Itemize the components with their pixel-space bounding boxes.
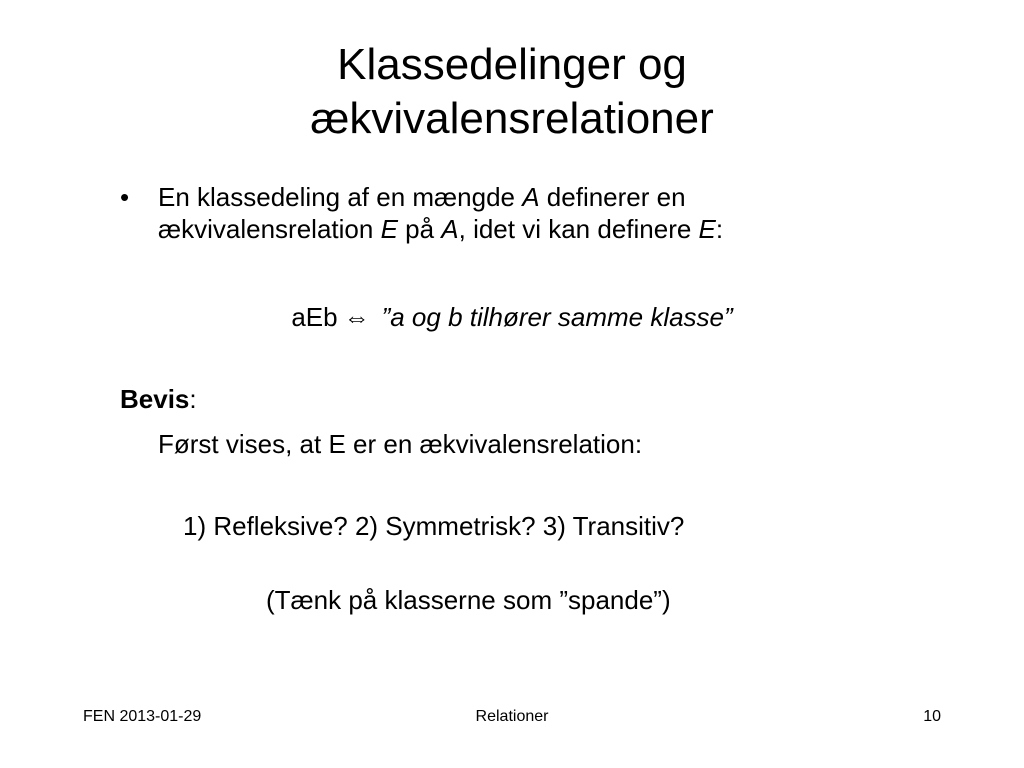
bullet-marker: • — [120, 182, 130, 212]
equivalence-arrow-icon: ⇔ — [343, 302, 370, 332]
slide-title-line-2: ækvivalensrelationer — [310, 94, 714, 143]
slide-title-line-1: Klassedelinger og — [337, 40, 687, 89]
proof-questions: 1) Refleksive? 2) Symmetrisk? 3) Transitiv? — [183, 511, 685, 541]
bullet-item — [120, 181, 920, 245]
proof-label-colon: : — [189, 384, 197, 414]
bullet-line-2 — [158, 213, 920, 245]
formula-rhs: ”a og b tilhører samme klasse” — [381, 302, 733, 332]
variable-E: E — [380, 214, 398, 244]
definition-formula — [0, 301, 1024, 333]
bullet-line-1 — [158, 181, 920, 213]
bullet-line-2-part-c: , idet vi kan definere — [458, 214, 699, 244]
proof-label: Bevis — [120, 384, 190, 414]
slide-title — [100, 38, 924, 146]
variable-A: A — [522, 182, 540, 212]
bullet-line-2-part-d: : — [715, 214, 724, 244]
footer-title: Relationer — [475, 708, 549, 725]
formula-lhs: aEb — [291, 302, 338, 332]
proof-text: Først vises, at E er en ækvivalensrelation: — [158, 429, 643, 459]
proof-hint: (Tænk på klasserne som ”spande”) — [266, 585, 671, 615]
variable-E: E — [698, 214, 716, 244]
variable-A: A — [441, 214, 459, 244]
bullet-text — [158, 181, 920, 245]
bullet-line-1-part-b: definerer en — [539, 182, 686, 212]
bullet-line-2-part-a: ækvivalensrelation — [158, 214, 381, 244]
proof-heading — [120, 383, 197, 415]
footer-date: FEN 2013-01-29 — [83, 708, 202, 725]
bullet-line-2-part-b: på — [397, 214, 442, 244]
footer-page-number: 10 — [923, 708, 941, 725]
bullet-line-1-part-a: En klassedeling af en mængde — [158, 182, 523, 212]
